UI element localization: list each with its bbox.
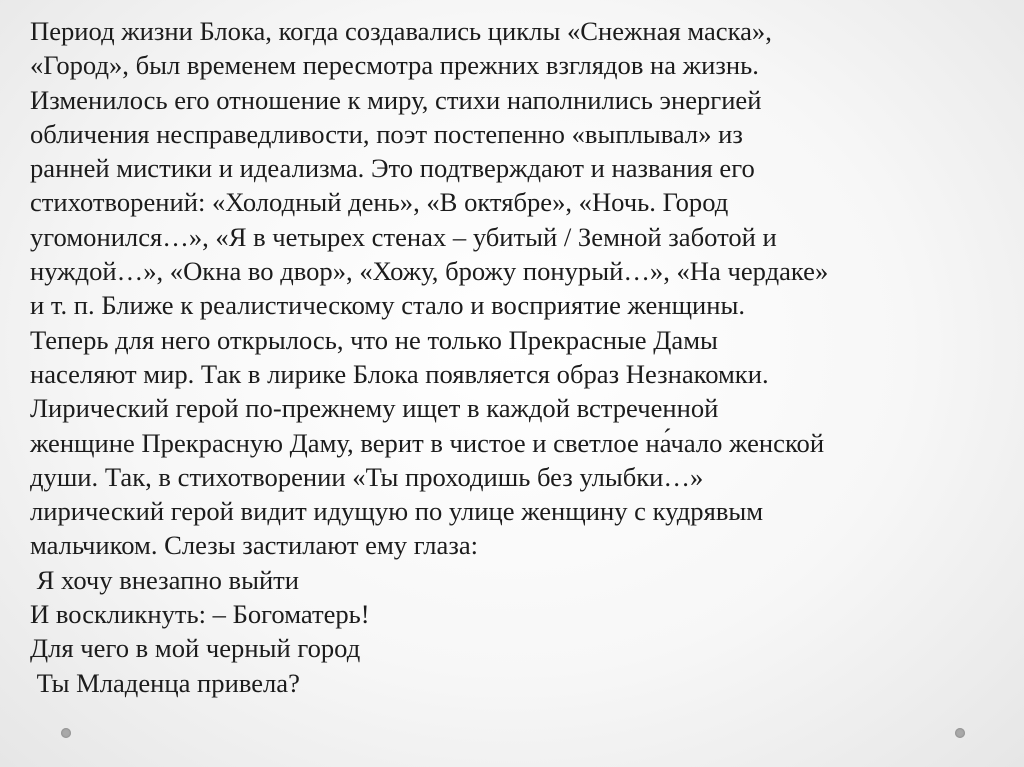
text-line: Теперь для него открылось, что не только Прекрасные Дамы bbox=[30, 324, 718, 355]
text-line: лирический герой видит идущую по улице женщину с кудрявым bbox=[30, 496, 764, 527]
poem-line: Ты Младенца привела? bbox=[30, 667, 300, 698]
text-line: нуждой…», «Окна во двор», «Хожу, брожу понурый…», «На чердаке» bbox=[30, 256, 829, 287]
text-line: угомонился…», «Я в четырех стенах – убитый / Земной заботой и bbox=[30, 221, 777, 252]
text-line: и т. п. Ближе к реалистическому стало и восприятие женщины. bbox=[30, 290, 746, 321]
text-line: души. Так, в стихотворении «Ты проходишь без улыбки…» bbox=[30, 461, 704, 492]
poem-line: Для чего в мой черный город bbox=[30, 633, 361, 664]
text-line: обличения несправедливости, поэт постепенно «выплывал» из bbox=[30, 118, 743, 149]
decorative-dot-left bbox=[61, 728, 71, 738]
text-line: стихотворений: «Холодный день», «В октябре», «Ночь. Город bbox=[30, 187, 729, 218]
decorative-dot-right bbox=[955, 728, 965, 738]
text-line: женщине Прекрасную Даму, верит в чистое и светлое на́чало женской bbox=[30, 427, 825, 458]
document-text bbox=[30, 14, 1000, 700]
text-line: Изменилось его отношение к миру, стихи наполнились энергией bbox=[30, 84, 762, 115]
poem-line: Я хочу внезапно выйти bbox=[30, 564, 300, 595]
text-line: мальчиком. Слезы застилают ему глаза: bbox=[30, 530, 479, 561]
text-line: «Город», был временем пересмотра прежних взглядов на жизнь. bbox=[30, 50, 759, 81]
text-line: Период жизни Блока, когда создавались циклы «Снежная маска», bbox=[30, 16, 772, 46]
poem-line: И воскликнуть: – Богоматерь! bbox=[30, 599, 370, 630]
text-line: населяют мир. Так в лирике Блока появляется образ Незнакомки. bbox=[30, 358, 769, 389]
text-line: ранней мистики и идеализма. Это подтверждают и названия его bbox=[30, 153, 755, 184]
text-line: Лирический герой по-прежнему ищет в каждой встреченной bbox=[30, 393, 719, 424]
